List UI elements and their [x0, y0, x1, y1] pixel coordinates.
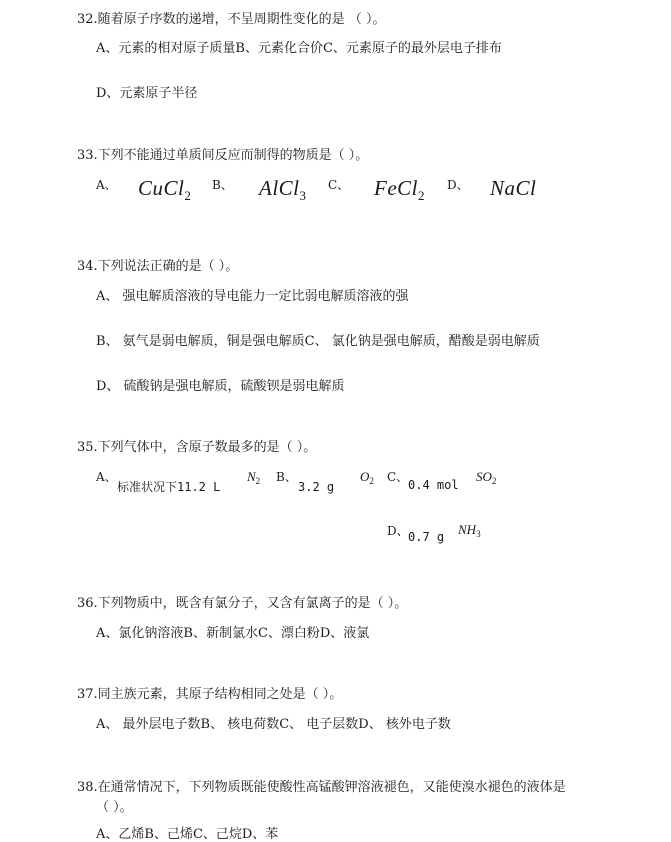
option-d-label: D、	[447, 178, 469, 192]
question-32-stem: 32.随着原子序数的递增，不呈周期性变化的是 （ ）。	[77, 12, 386, 27]
formula-o2	[360, 469, 374, 486]
formula-subscript: 2	[418, 188, 425, 203]
option-a-label: A、	[96, 178, 117, 192]
question-32-options-line-1: A、元素的相对原子质量B、元素化合价C、元素原子的最外层电子排布	[96, 41, 502, 56]
option-c-label: C、	[387, 470, 409, 484]
formula-base: O	[360, 469, 370, 484]
formula-base: FeCl	[374, 176, 418, 200]
option-b-label: B、	[212, 178, 233, 192]
option-c-label: C、	[328, 178, 350, 192]
question-37-stem: 37.同主族元素，其原子结构相同之处是（ ）。	[77, 687, 343, 702]
option-d-text: 0.7 g	[408, 530, 445, 544]
option-a-text: 标准状况下11.2 L	[117, 480, 221, 494]
formula-alcl3	[259, 176, 307, 204]
formula-subscript: 3	[476, 529, 481, 539]
formula-base: NaCl	[490, 176, 537, 200]
formula-n2	[247, 469, 260, 486]
formula-cucl2	[138, 176, 191, 204]
question-34-option-d: D、 硫酸钠是强电解质，硫酸钡是弱电解质	[96, 379, 345, 394]
formula-base: CuCl	[138, 176, 185, 200]
formula-fecl2	[374, 176, 425, 204]
question-35-stem: 35.下列气体中，含原子数最多的是（ ）。	[77, 440, 317, 455]
option-c-text: 0.4 mol	[408, 478, 459, 492]
question-38-stem-continued: （ ）。	[96, 800, 133, 815]
question-36-stem: 36.下列物质中，既含有氯分子，又含有氯离子的是（ ）。	[77, 596, 408, 611]
formula-subscript: 2	[255, 476, 261, 486]
formula-subscript: 3	[299, 188, 307, 203]
option-b-text: 3.2 g	[298, 480, 335, 494]
question-37-options: A、 最外层电子数B、 核电荷数C、 电子层数D、 核外电子数	[96, 717, 451, 732]
question-36-options: A、氯化钠溶液B、新制氯水C、漂白粉D、液氯	[96, 626, 370, 641]
question-38-options: A、乙烯B、己烯C、己烷D、苯	[96, 827, 279, 842]
question-34-stem: 34.下列说法正确的是（ ）。	[77, 259, 239, 274]
formula-subscript: 2	[491, 476, 497, 486]
formula-nacl	[490, 176, 536, 204]
formula-base: SO	[476, 469, 492, 484]
formula-subscript: 2	[369, 476, 374, 486]
formula-base: NH	[458, 522, 477, 537]
question-34-option-a: A、 强电解质溶液的导电能力一定比弱电解质溶液的强	[96, 289, 409, 304]
question-33-stem: 33.下列不能通过单质间反应而制得的物质是（ ）。	[77, 148, 369, 163]
formula-subscript: 2	[184, 188, 192, 203]
formula-base: N	[247, 469, 256, 484]
option-b-label: B、	[276, 470, 297, 484]
formula-so2	[476, 469, 496, 486]
formula-base: AlCl	[259, 176, 300, 200]
option-a-label: A、	[96, 470, 117, 484]
question-34-option-bc: B、 氨气是弱电解质，铜是强电解质C、 氯化钠是强电解质，醋酸是弱电解质	[96, 334, 540, 349]
question-38-stem: 38.在通常情况下，下列物质既能使酸性高锰酸钾溶液褪色，又能使溴水褪色的液体是	[77, 780, 566, 795]
formula-nh3	[458, 522, 481, 539]
question-32-options-line-2: D、元素原子半径	[96, 86, 198, 101]
option-d-label: D、	[387, 524, 409, 538]
